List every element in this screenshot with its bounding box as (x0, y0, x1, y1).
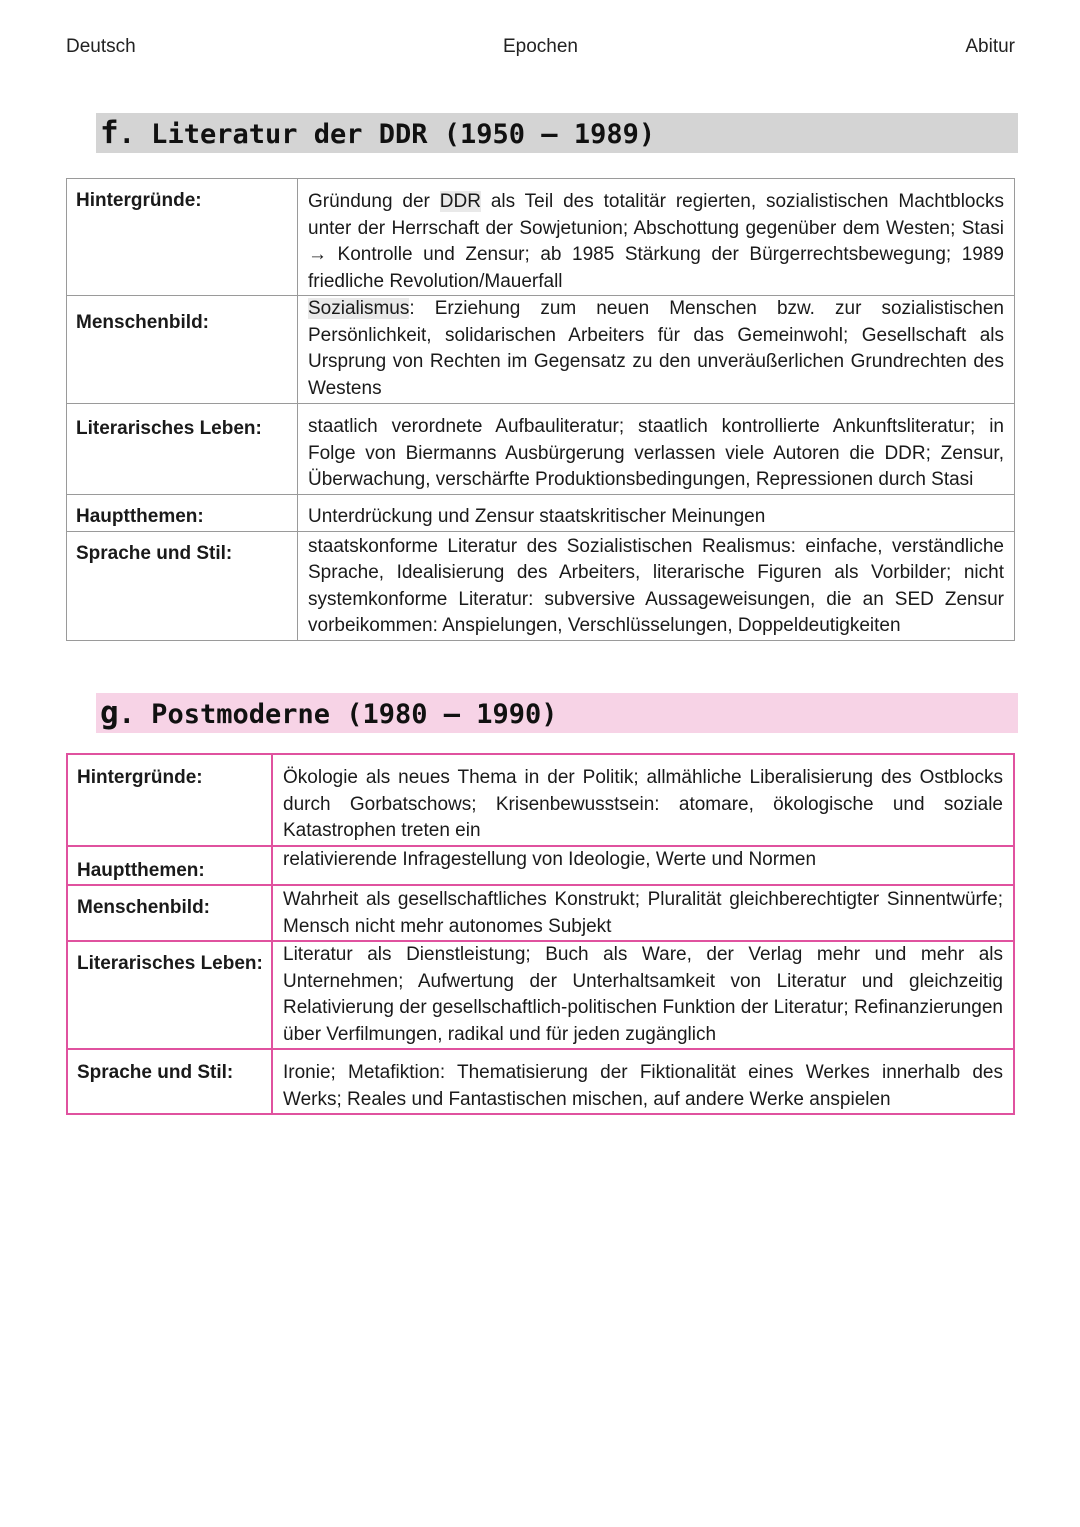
page-header (66, 36, 1015, 62)
row-label-hauptthemen: Hauptthemen: (67, 846, 272, 886)
table-row (67, 531, 1015, 640)
row-content-menschenbild (298, 296, 1015, 404)
table-row (67, 404, 1015, 495)
highlighted-term: DDR (439, 191, 481, 212)
header-subject: Deutsch (66, 36, 136, 57)
section-letter-f: f (100, 115, 119, 151)
content-text: : Erziehung zum neuen Menschen bzw. zur sozialistischen Persönlichkeit, solidarischen Arbeiters für das Gemeinwohl; Gesellschaft als Ursprung von Rechten im Gegensatz zu den unveräußerlichen Grundrechten des Westens (308, 298, 1004, 399)
row-content-hintergruende (298, 179, 1015, 296)
row-label-sprache: Sprache und Stil: (67, 531, 298, 640)
row-label-hauptthemen: Hauptthemen: (67, 494, 298, 531)
section-title-postmoderne-text: . Postmoderne (1980 – 1990) (118, 699, 558, 730)
row-label-menschenbild: Menschenbild: (67, 296, 298, 404)
table-row (67, 885, 1014, 941)
row-label-hintergruende: Hintergründe: (67, 179, 298, 296)
table-row (67, 296, 1015, 404)
table-ddr (66, 178, 1015, 641)
row-content-hauptthemen: Unterdrückung und Zensur staatskritischer Meinungen (298, 494, 1015, 531)
table-row (67, 846, 1014, 886)
section-letter-g: g (100, 695, 119, 731)
row-content-sprache: staatskonforme Literatur des Sozialistischen Realismus: einfache, verständliche Sprache, Idealisierung des Arbeiters, literarische Figuren als Vorbilder; nicht systemkonforme Literatur: subversive Aussageweisungen, die an SED Zensur vorbeikommen: Anspielungen, Verschlüsselungen, Doppeldeutigkeiten (298, 531, 1015, 640)
table-row (67, 179, 1015, 296)
row-label-sprache: Sprache und Stil: (67, 1049, 272, 1114)
row-content-sprache: Ironie; Metafiktion: Thematisierung der Fiktionalität eines Werkes innerhalb des Werks; Reales und Fantastischen mischen, auf andere Werke anspielen (272, 1049, 1014, 1114)
row-label-menschenbild: Menschenbild: (67, 885, 272, 941)
row-content-leben: Literatur als Dienstleistung; Buch als Ware, der Verlag mehr und mehr als Unternehmen; Aufwertung der Unterhaltsamkeit von Literatur und gleichzeitig Relativierung der gesellschaftlich-politischen Funktion der Literatur; Refinanzierungen über Verfilmungen, radikal und für jeden zugänglich (272, 941, 1014, 1049)
section-title-ddr-text: . Literatur der DDR (1950 – 1989) (118, 119, 656, 150)
content-text: Gründung der (308, 191, 440, 212)
table-row (67, 754, 1014, 846)
table-row (67, 1049, 1014, 1114)
row-label-leben: Literarisches Leben: (67, 404, 298, 495)
row-content-leben: staatlich verordnete Aufbauliteratur; staatlich kontrollierte Ankunftsliteratur; in Folge von Biermanns Ausbürgerung verlassen viele Autoren die DDR; Zensur, Überwachung, verschärfte Produktionsbedingungen, Repressionen durch Stasi (298, 404, 1015, 495)
content-text: als Teil des totalitär regierten, sozialistischen Machtblocks unter der Herrschaft der Sowjetunion; Abschottung gegenüber dem Westen; Stasi → Kontrolle und Zensur; ab 1985 Stärkung der Bürgerrechtsbewegung; 1989 friedliche Revolution/Mauerfall (308, 191, 1004, 292)
section-title-ddr (96, 113, 1018, 153)
header-topic: Epochen (502, 36, 578, 57)
highlighted-term: Sozialismus (308, 298, 410, 319)
row-label-hintergruende: Hintergründe: (67, 754, 272, 846)
row-content-menschenbild: Wahrheit als gesellschaftliches Konstrukt; Pluralität gleichberechtigter Sinnentwürfe; Mensch nicht mehr autonomes Subjekt (272, 885, 1014, 941)
row-content-hintergruende: Ökologie als neues Thema in der Politik; allmähliche Liberalisierung des Ostblocks durch Gorbatschows; Krisenbewusstsein: atomare, ökologische und soziale Katastrophen treten ein (272, 754, 1014, 846)
row-label-leben: Literarisches Leben: (67, 941, 272, 1049)
table-postmoderne (66, 753, 1015, 1115)
table-row (67, 494, 1015, 531)
section-title-postmoderne (96, 693, 1018, 733)
table-row (67, 941, 1014, 1049)
header-level: Abitur (965, 36, 1015, 57)
row-content-hauptthemen: relativierende Infragestellung von Ideologie, Werte und Normen (272, 846, 1014, 886)
